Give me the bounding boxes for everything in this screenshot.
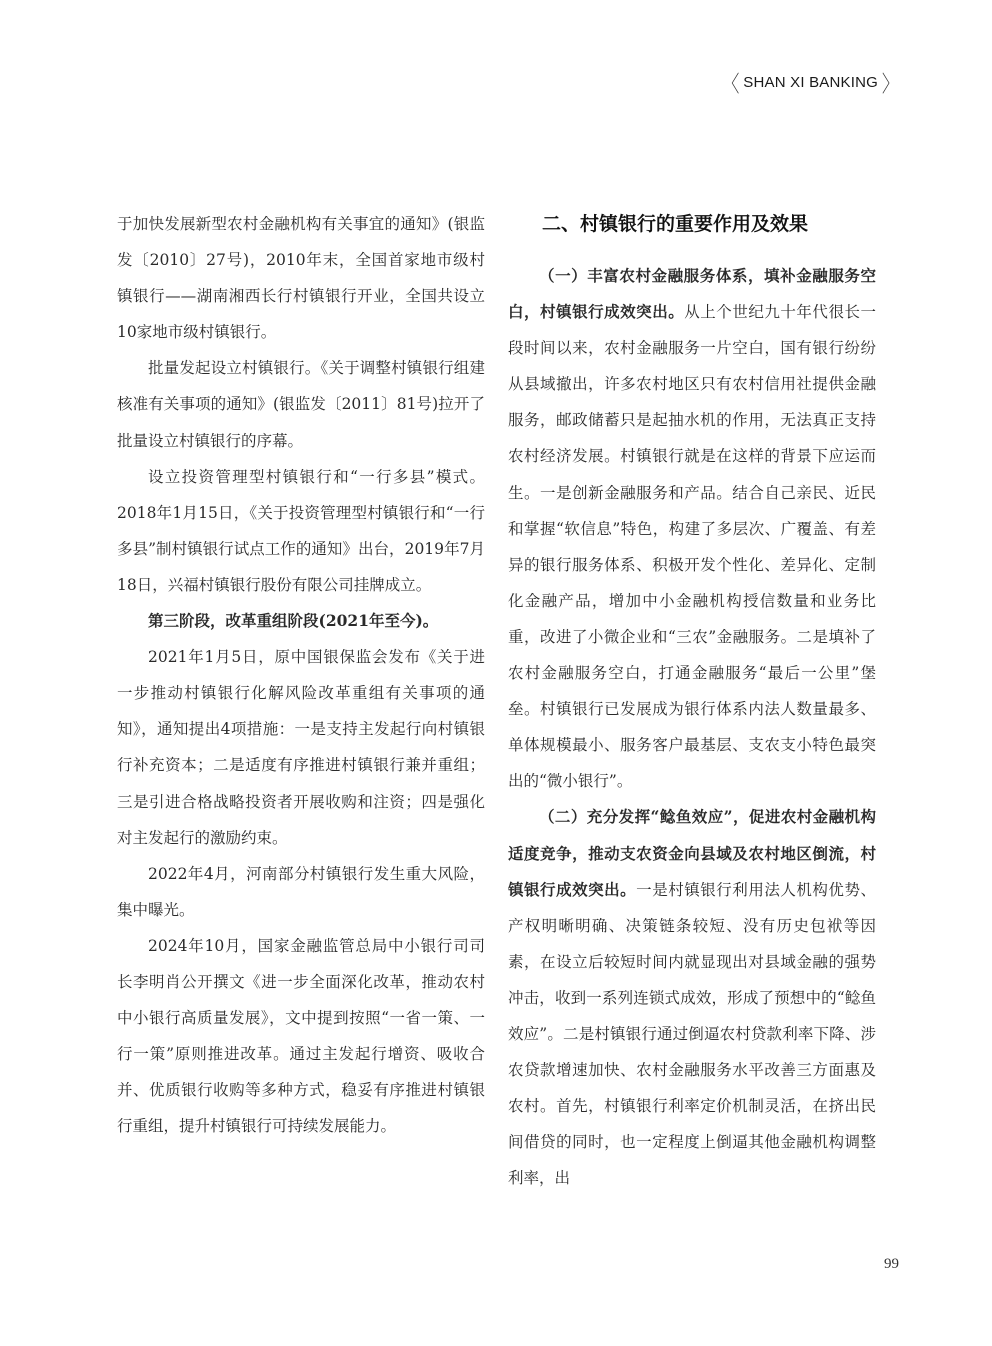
section-title: 二、村镇银行的重要作用及效果 xyxy=(542,213,809,235)
journal-header-tag xyxy=(723,70,898,97)
paragraph: 2022年4月，河南部分村镇银行发生重大风险，集中曝光。 xyxy=(117,864,485,919)
paragraph-body: 一是村镇银行利用法人机构优势、产权明晰明确、决策链条较短、没有历史包袱等因素，在设立后较短时间内就显现出对县域金融的强势冲击，收到一系列连锁式成效，形成了预想中的“鲶鱼效应”。二是村镇银行通过倒逼农村贷款利率下降、涉农贷款增速加快、农村金融服务水平改善三方面惠及农村。首先，村镇银行利率定价机制灵活，在挤出民间借贷的同时，也一定程度上倒逼其他金融机构调整利率，出 xyxy=(508,880,876,1188)
left-bracket-icon: 〈 xyxy=(723,72,740,97)
paragraph: 设立投资管理型村镇银行和“一行多县”模式。2018年1月15日，《关于投资管理型村镇银行和“一行多县”制村镇银行试点工作的通知》出台，2019年7月18日，兴福村镇银行股份有限公司挂牌成立。 xyxy=(117,467,485,594)
paragraph: 批量发起设立村镇银行。《关于调整村镇银行组建核准有关事项的通知》(银监发〔2011〕81号)拉开了批量设立村镇银行的序幕。 xyxy=(117,359,485,450)
paragraph: 2021年1月5日，原中国银保监会发布《关于进一步推动村镇银行化解风险改革重组有关事项的通知》，通知提出4项措施：一是支持主发起行向村镇银行补充资本；二是适度有序推进村镇银行兼并重组；三是引进合格战略投资者开展收购和注资；四是强化对主发起行的激励约束。 xyxy=(117,648,485,847)
paragraph xyxy=(508,258,876,799)
page-number: 99 xyxy=(884,1256,899,1272)
left-column xyxy=(117,206,485,1144)
paragraph xyxy=(508,799,876,1196)
stage-heading: 第三阶段，改革重组阶段(2021年至今)。 xyxy=(148,611,439,631)
paragraph: 于加快发展新型农村金融机构有关事宜的通知》(银监发〔2010〕27号)，2010年末，全国首家地市级村镇银行——湖南湘西长行村镇银行开业，全国共设立10家地市级村镇银行。 xyxy=(117,215,485,342)
paragraph-body: 从上个世纪九十年代很长一段时间以来，农村金融服务一片空白，国有银行纷纷从县域撤出，许多农村地区只有农村信用社提供金融服务，邮政储蓄只是起抽水机的作用，无法真正支持农村经济发展。村镇银行就是在这样的背景下应运而生。一是创新金融服务和产品。结合自己亲民、近民和掌握“软信息”特色，构建了多层次、广覆盖、有差异的银行服务体系、积极开发个性化、差异化、定制化金融产品，增加中小金融机构授信数量和业务比重，改进了小微企业和“三农”金融服务。二是填补了农村金融服务空白，打通金融服务“最后一公里”堡垒。村镇银行已发展成为银行体系内法人数量最多、单体规模最小、服务客户最基层、支农支小特色最突出的“微小银行”。 xyxy=(508,303,876,791)
journal-name: SHAN XI BANKING xyxy=(743,73,878,91)
right-bracket-icon: 〉 xyxy=(881,72,898,97)
paragraph: 2024年10月，国家金融监管总局中小银行司司长李明肖公开撰文《进一步全面深化改革，推动农村中小银行高质量发展》，文中提到按照“一省一策、一行一策”原则推进改革。通过主发起行增资、吸收合并、优质银行收购等多种方式，稳妥有序推进村镇银行重组，提升村镇银行可持续发展能力。 xyxy=(117,936,485,1136)
right-column xyxy=(508,206,876,1196)
subsection-heading: （一）丰富农村金融服务体系，填补金融服务空白，村镇银行成效突出。 xyxy=(508,266,876,322)
subsection-heading: （二）充分发挥“鲶鱼效应”，促进农村金融机构适度竞争，推动支农资金向县域及农村地区倒流，村镇银行成效突出。 xyxy=(508,807,876,899)
